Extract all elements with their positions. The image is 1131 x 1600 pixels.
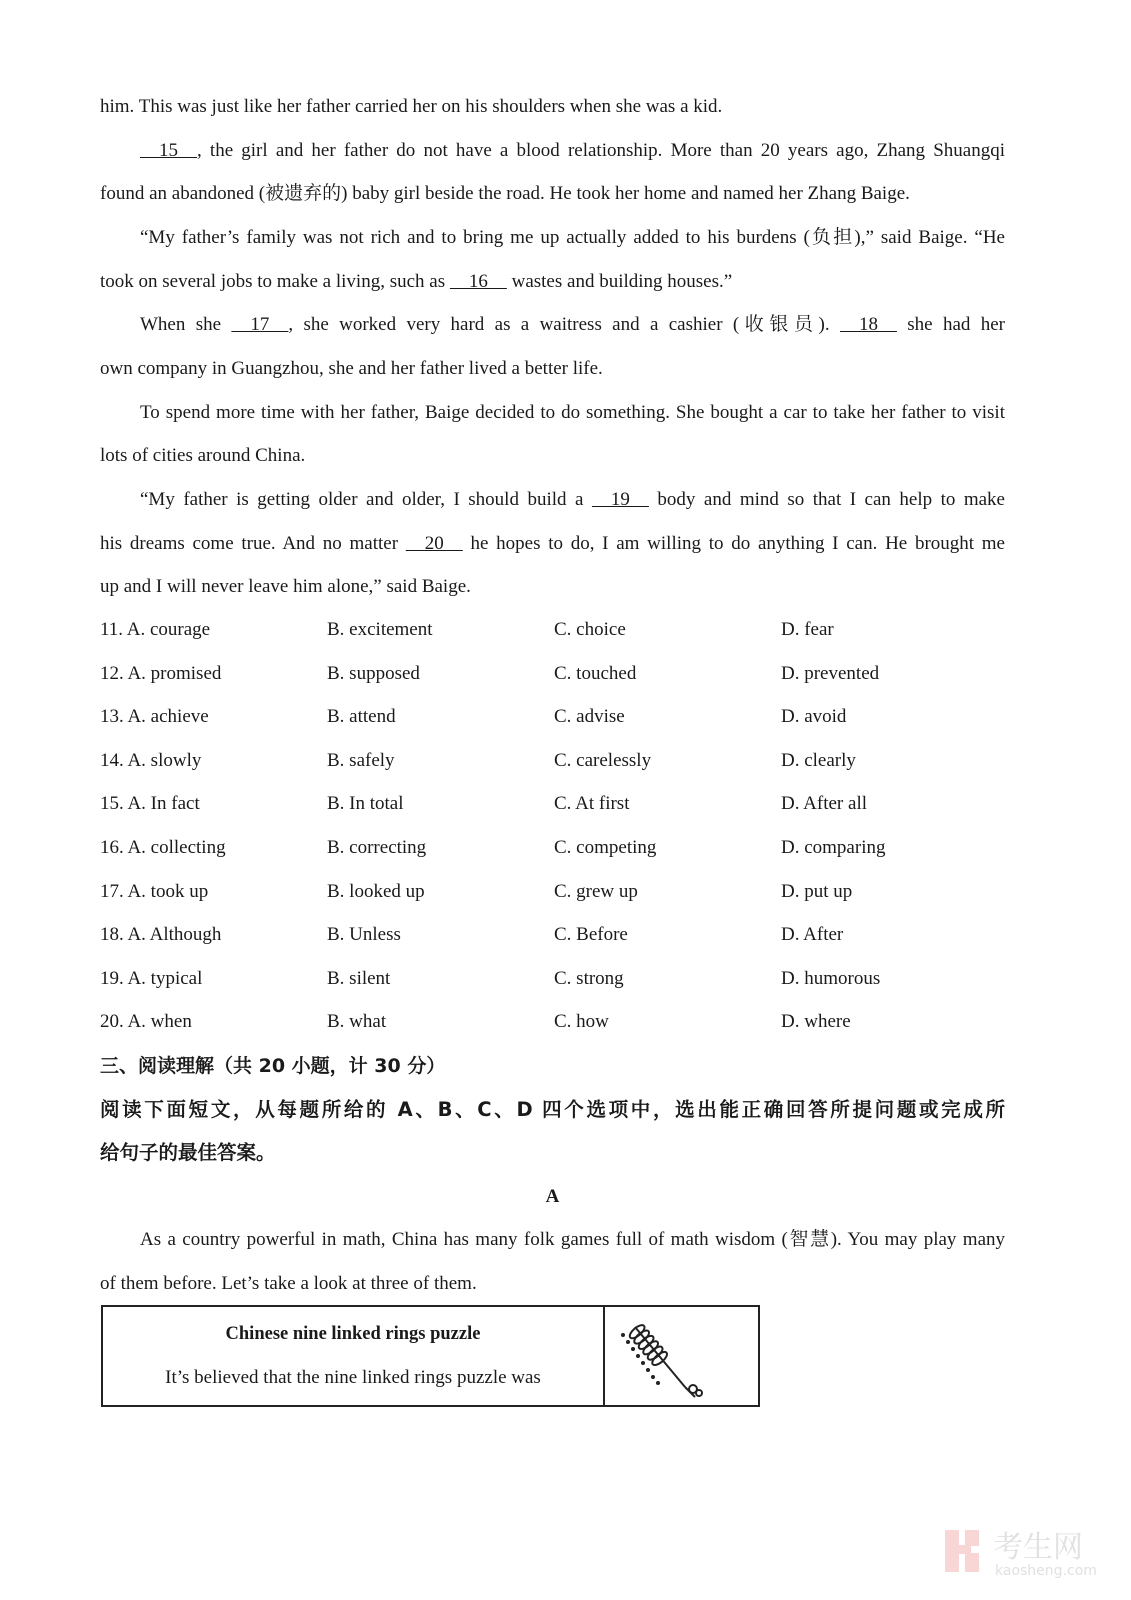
question-option-c: C. strong	[554, 967, 624, 989]
question-option-c: C. touched	[554, 662, 637, 684]
passage-line	[140, 310, 1005, 340]
question-option-c: C. grew up	[554, 880, 638, 902]
question-option-d: D. clearly	[781, 749, 856, 771]
kaosheng-watermark-logo	[945, 1525, 1125, 1586]
question-option-d: D. humorous	[781, 967, 881, 989]
passage-text: he hopes to do, I am willing to do anything I can. He brought me	[462, 532, 1005, 554]
passage-text: up and I will never leave him alone,” said Baige.	[100, 576, 471, 598]
cloze-blank: 16	[449, 270, 507, 292]
passage-line	[100, 529, 1005, 559]
passage-line	[100, 92, 1005, 122]
games-table	[101, 1305, 760, 1407]
cloze-blank: 20	[405, 532, 463, 554]
question-option-b: B. supposed	[327, 662, 420, 684]
passage-text: When she	[140, 314, 232, 336]
passage-label: A	[545, 1186, 560, 1207]
table-body: It’s believed that the nine linked rings puzzle was	[165, 1367, 541, 1388]
passage-text: own company in Guangzhou, she and her father lived a better life.	[100, 357, 603, 379]
question-option-a: 14. A. slowly	[100, 749, 202, 771]
question-option-b: B. excitement	[327, 619, 433, 640]
question-option-c: C. competing	[554, 837, 657, 858]
passage-text: To spend more time with her father, Baige decided to do something. She bought a car to take her father to visit	[140, 401, 1005, 423]
question-option-d: D. After all	[781, 793, 868, 815]
question-option-c: C. Before	[554, 924, 628, 946]
passage-text: “My father is getting older and older, I should build a	[140, 488, 592, 510]
section-heading: 三、阅读理解（共 20 小题，计 30 分）	[100, 1055, 446, 1077]
question-option-a: 15. A. In fact	[100, 793, 200, 815]
question-option-a: 12. A. promised	[100, 662, 222, 684]
passage-text: his dreams come true. And no matter	[100, 532, 406, 554]
question-option-c: C. how	[554, 1011, 609, 1033]
passage-line	[100, 267, 1005, 297]
passage-line	[100, 354, 1005, 384]
passage-text: wastes and building houses.”	[506, 270, 733, 292]
question-option-c: C. At first	[554, 793, 630, 815]
question-option-d: D. prevented	[781, 662, 880, 684]
passage-line	[140, 485, 1005, 515]
question-option-b: B. what	[327, 1011, 387, 1033]
question-option-b: B. silent	[327, 967, 391, 989]
passage-line	[100, 572, 1005, 602]
passage-text: she had her	[896, 314, 1005, 336]
passage-text: found an abandoned (被遗弃的) baby girl beside the road. He took her home and named her Zhang Baige.	[100, 183, 910, 205]
passage-line	[100, 179, 1005, 209]
intro-line-1: As a country powerful in math, China has many folk games full of math wisdom (智慧). You may play many	[140, 1229, 1005, 1250]
cloze-blank: 18	[839, 314, 897, 336]
question-option-b: B. looked up	[327, 880, 425, 902]
passage-text: lots of cities around China.	[100, 445, 306, 467]
passage-text: “My father’s family was not rich and to bring me up actually added to his burdens (负担),” said Baige. “He	[140, 226, 1005, 248]
question-option-b: B. safely	[327, 749, 395, 771]
nine-linked-rings-icon	[605, 1307, 760, 1405]
question-option-a: 18. A. Although	[100, 924, 222, 946]
table-title: Chinese nine linked rings puzzle	[225, 1324, 481, 1344]
question-option-a: 19. A. typical	[100, 967, 203, 989]
passage-line	[100, 441, 1005, 471]
question-option-a: 20. A. when	[100, 1011, 192, 1033]
question-option-d: D. put up	[781, 880, 853, 902]
question-option-b: B. In total	[327, 793, 404, 815]
question-option-a: 17. A. took up	[100, 880, 209, 902]
passage-text: , she worked very hard as a waitress and a cashier (收银员).	[288, 314, 840, 336]
question-option-d: D. avoid	[781, 706, 847, 728]
question-option-a: 13. A. achieve	[100, 706, 209, 728]
table-text-cell	[103, 1307, 605, 1405]
svg-text:kaosheng.com: kaosheng.com	[995, 1563, 1097, 1579]
passage-text: took on several jobs to make a living, such as	[100, 270, 450, 292]
passage-text: , the girl and her father do not have a blood relationship. More than 20 years ago, Zhang Shuangqi	[197, 139, 1005, 161]
passage-line	[140, 136, 1005, 166]
question-option-c: C. choice	[554, 619, 626, 640]
svg-text:考生网: 考生网	[993, 1530, 1083, 1565]
passage-text: him. This was just like her father carried her on his shoulders when she was a kid.	[100, 96, 723, 117]
cloze-blank: 15	[140, 139, 197, 161]
question-option-b: B. Unless	[327, 924, 401, 946]
passage-line	[140, 398, 1005, 428]
question-option-c: C. advise	[554, 706, 625, 728]
instruction-line-1: 阅读下面短文，从每题所给的 A、B、C、D 四个选项中，选出能正确回答所提问题或完成所	[100, 1098, 1005, 1121]
passage-text: body and mind so that I can help to make	[648, 488, 1005, 510]
question-option-d: D. fear	[781, 619, 834, 640]
question-option-c: C. carelessly	[554, 749, 652, 771]
intro-line-2: of them before. Let’s take a look at three of them.	[100, 1273, 477, 1294]
question-option-a: 11. A. courage	[100, 619, 211, 640]
instruction-line-2: 给句子的最佳答案。	[100, 1141, 276, 1164]
cloze-blank: 17	[231, 314, 289, 336]
cloze-blank: 19	[591, 488, 649, 510]
passage-line	[140, 223, 1005, 253]
question-option-d: D. comparing	[781, 837, 886, 858]
question-option-b: B. attend	[327, 706, 396, 728]
question-option-b: B. correcting	[327, 837, 427, 858]
question-option-a: 16. A. collecting	[100, 837, 226, 858]
question-option-d: D. After	[781, 924, 844, 946]
question-option-d: D. where	[781, 1011, 851, 1033]
